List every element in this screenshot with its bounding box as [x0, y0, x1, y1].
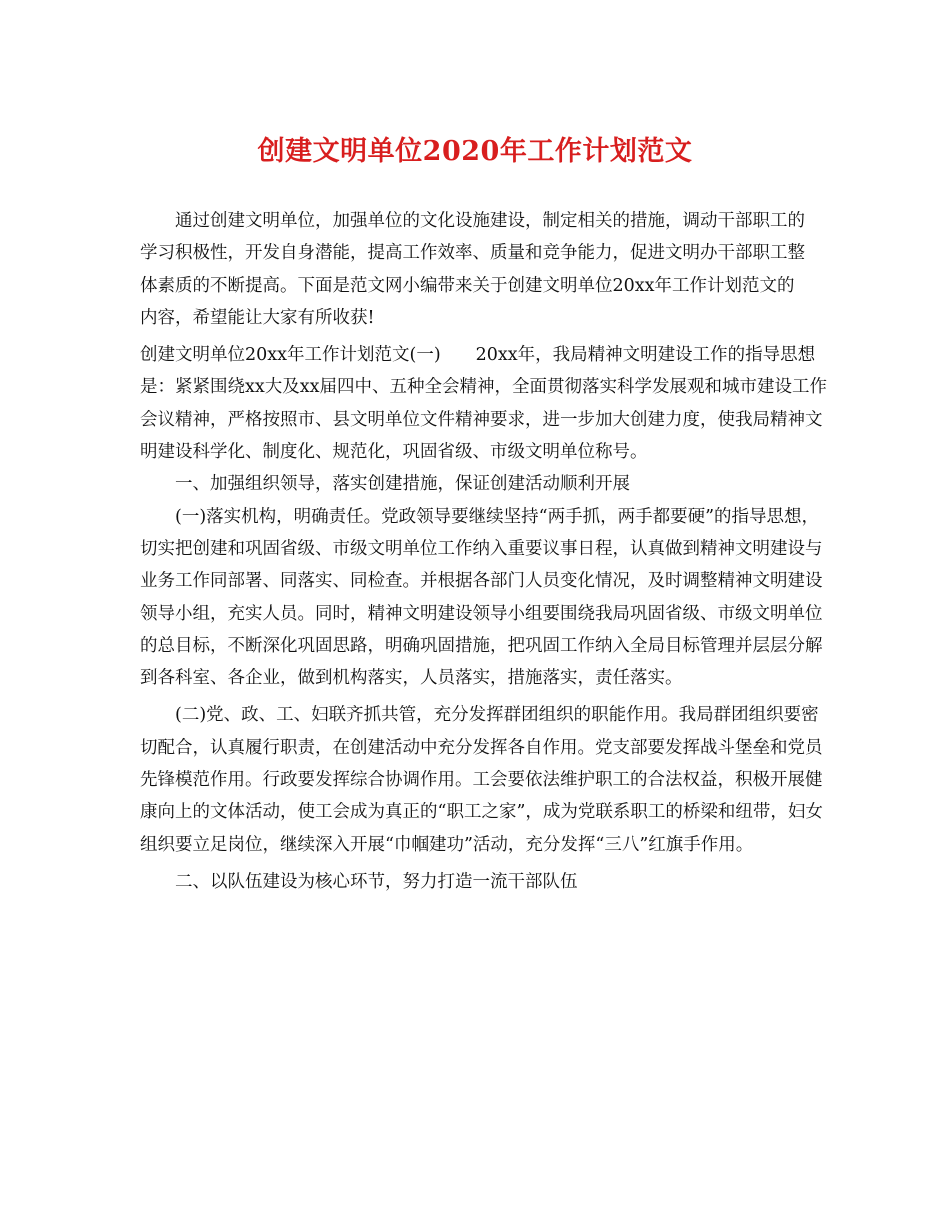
subsection-paragraph-1: (一)落实机构，明确责任。党政领导要继续坚持“两手抓，两手都要硬”的指导思想，切实把创建和巩固省级、市级文明单位工作纳入重要议事日程，认真做到精神文明建设与业务工作同部署、同落实、同检查。并根据各部门人员变化情况，及时调整精神文明建设领导小组，充实人员。同时，精神文明建设领导小组要围绕我局巩固省级、市级文明单位的总目标，不断深化巩固思路，明确巩固措施，把巩固工作纳入全局目标管理并层层分解到各科室、各企业，做到机构落实，人员落实，措施落实，责任落实。 — [140, 506, 823, 689]
document-body — [140, 205, 830, 903]
section-heading-1: 一、加强组织领导，落实创建措施，保证创建活动顺利开展 — [175, 474, 630, 495]
section-heading-2: 二、以队伍建设为核心环节，努力打造一流干部队伍 — [175, 871, 578, 892]
plan-paragraph: 创建文明单位20xx年工作计划范文(一) 20xx年，我局精神文明建设工作的指导思想是：紧紧围绕xx大及xx届四中、五种全会精神，全面贯彻落实科学发展观和城市建设工作会议精神，严格按照市、县文明单位文件精神要求，进一步加大创建力度，使我局精神文明建设科学化、制度化、规范化，巩固省级、市级文明单位称号。 — [140, 345, 827, 463]
subsection-paragraph-2: (二)党、政、工、妇联齐抓共管，充分发挥群团组织的职能作用。我局群团组织要密切配合，认真履行职责，在创建活动中充分发挥各自作用。党支部要发挥战斗堡垒和党员先锋模范作用。行政要发挥综合协调作用。工会要依法维护职工的合法权益，积极开展健康向上的文体活动，使工会成为真正的“职工之家”，成为党联系职工的桥梁和纽带，妇女组织要立足岗位，继续深入开展“巾帼建功”活动，充分发挥“三八”红旗手作用。 — [140, 705, 823, 855]
intro-paragraph: 通过创建文明单位，加强单位的文化设施建设，制定相关的措施，调动干部职工的学习积极性，开发自身潜能，提高工作效率、质量和竞争能力，促进文明办干部职工整体素质的不断提高。下面是范文网小编带来关于创建文明单位20xx年工作计划范文的内容，希望能让大家有所收获! — [140, 211, 805, 328]
document-title: 创建文明单位2020年工作计划范文 — [257, 136, 693, 167]
